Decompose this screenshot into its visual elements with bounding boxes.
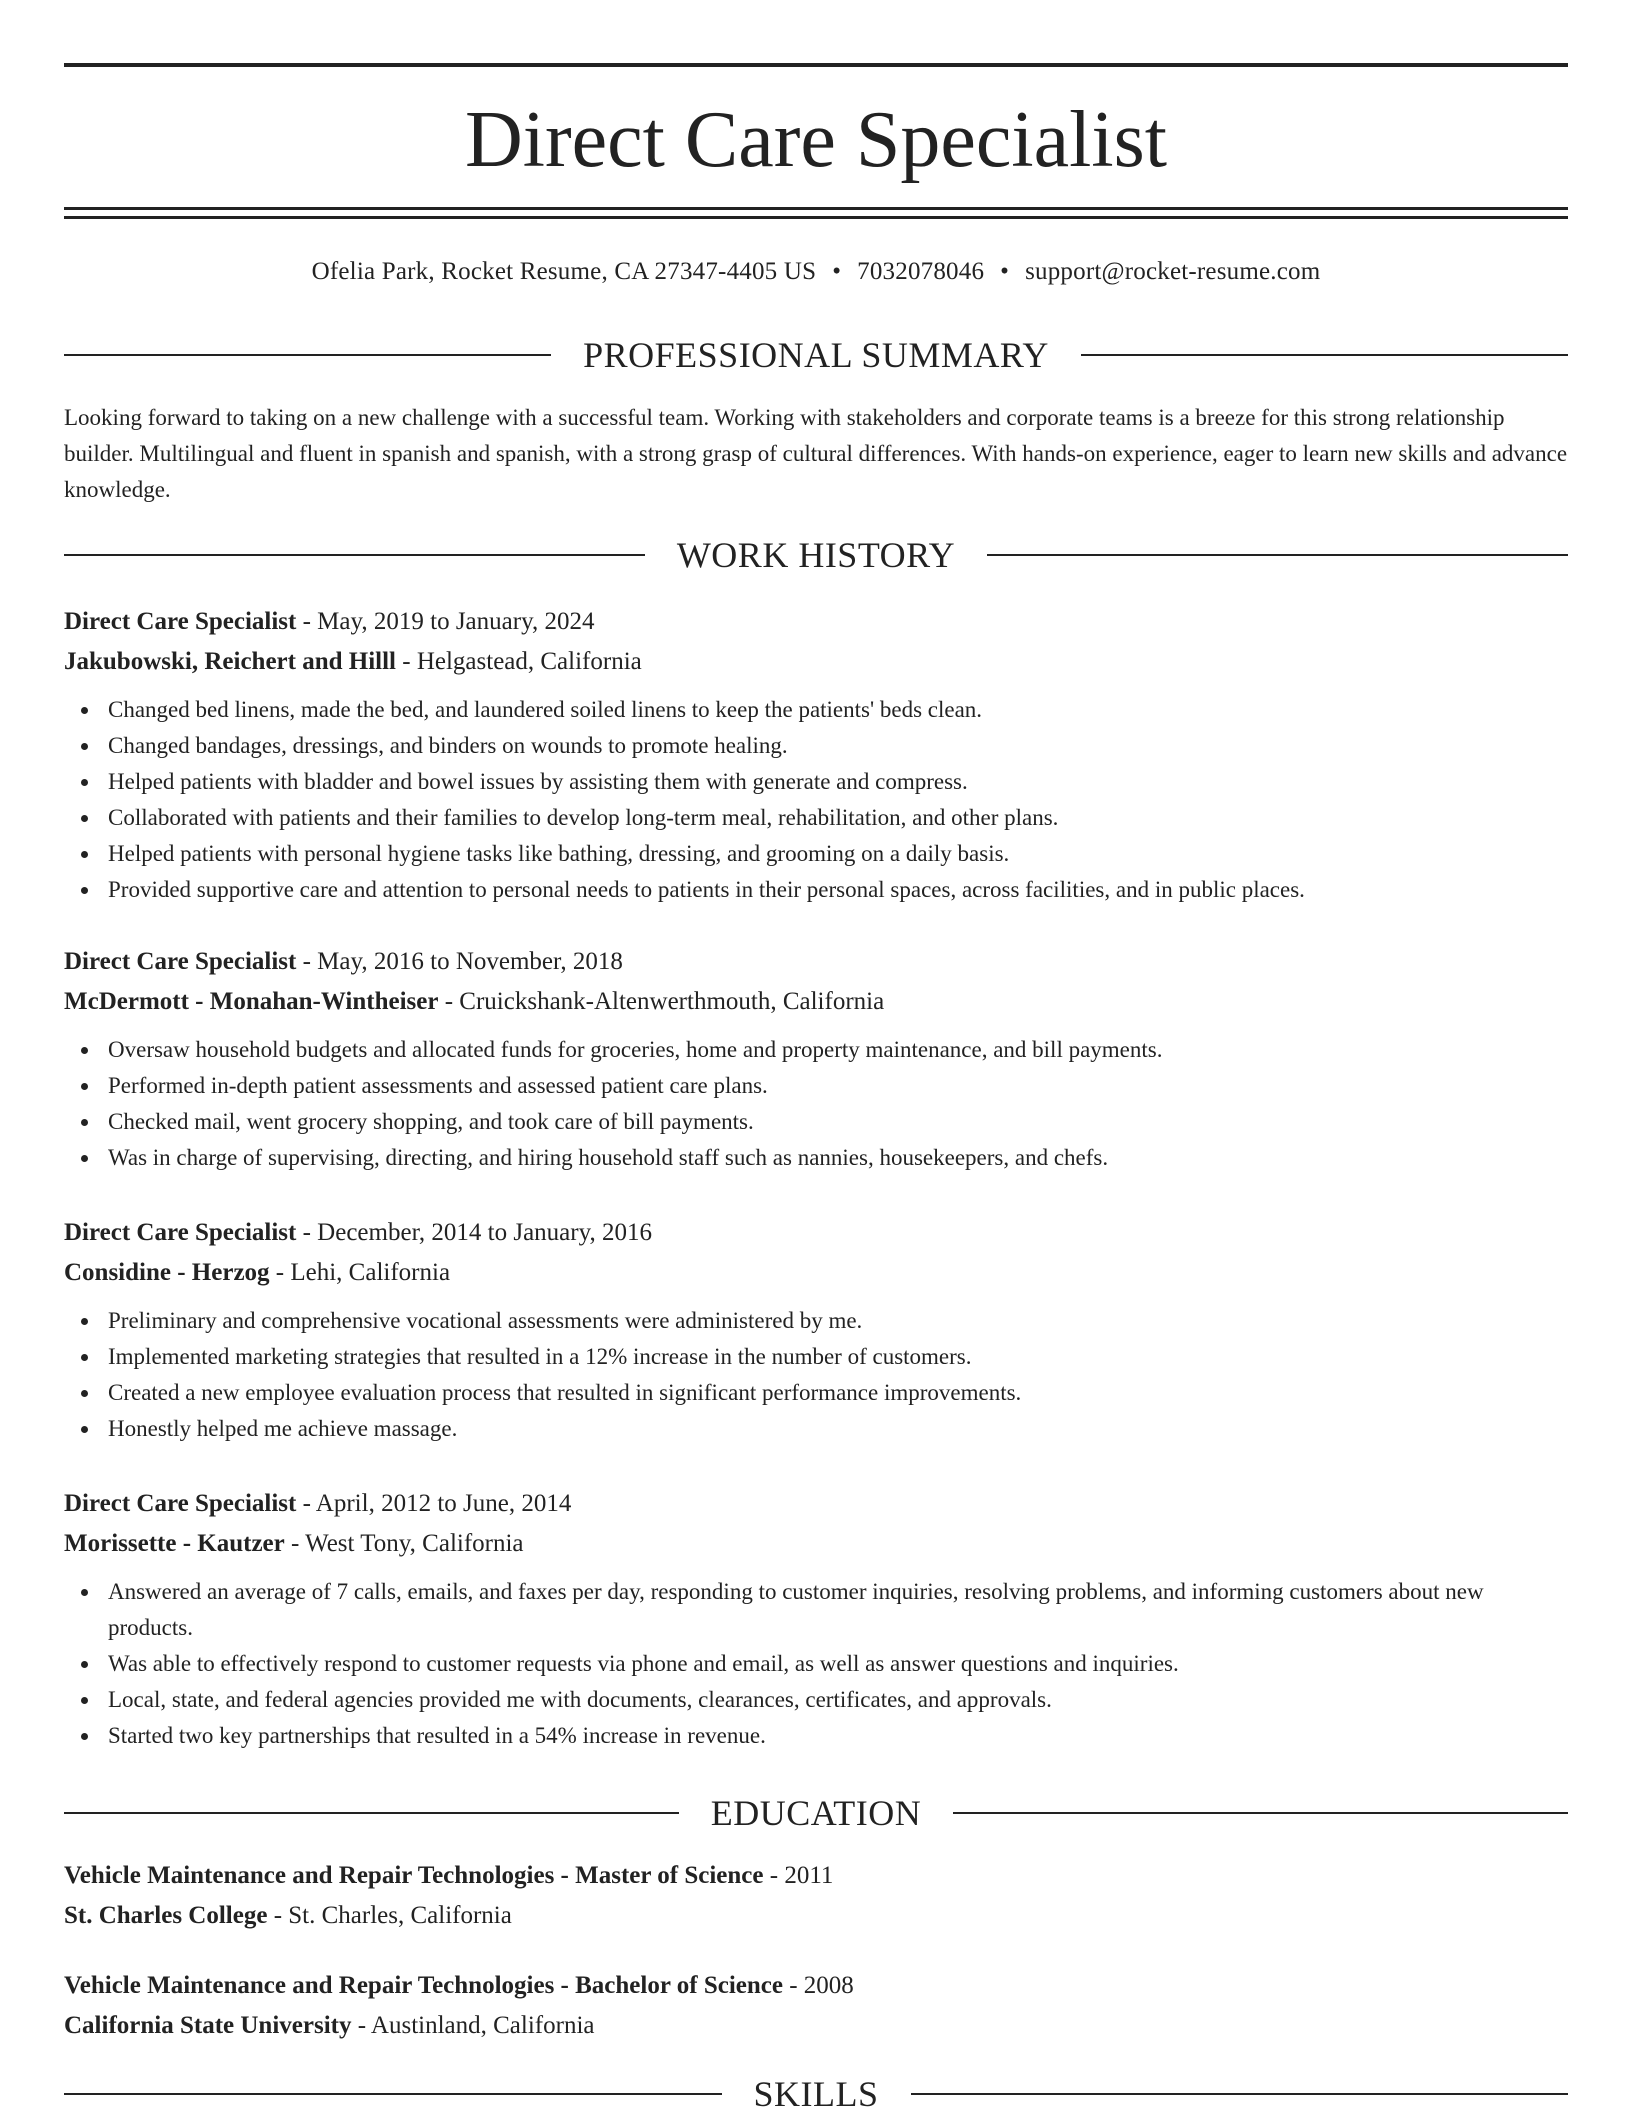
job-bullet: Started two key partnerships that resulted in a 54% increase in revenue. [64,1718,1568,1754]
education-degree-line [64,1856,1568,1896]
job-bullet: Checked mail, went grocery shopping, and took care of bill payments. [64,1104,1568,1140]
job-title-line [64,942,1568,982]
contact-phone: 7032078046 [857,258,985,285]
work-entry [64,942,1568,1176]
education-school: California State University [64,2012,352,2039]
section-heading-work [64,531,1568,579]
section-title-summary: PROFESSIONAL SUMMARY [583,335,1049,375]
education-school-line [64,2006,1568,2046]
job-bullet: Created a new employee evaluation process that resulted in significant performance improvements. [64,1375,1568,1411]
education-entry [64,1856,1568,1936]
section-title-work: WORK HISTORY [676,535,956,575]
job-company-line [64,1524,1568,1564]
education-location: - St. Charles, California [267,1902,512,1929]
job-bullet: Preliminary and comprehensive vocational assessments were administered by me. [64,1303,1568,1339]
job-bullet: Changed bed linens, made the bed, and laundered soiled linens to keep the patients' beds clean. [64,692,1568,728]
heading-rule-right [953,1812,1568,1814]
job-bullets [64,692,1568,908]
heading-rule-left [64,354,551,356]
job-dates: - December, 2014 to January, 2016 [296,1219,652,1246]
education-year: - 2011 [763,1862,834,1889]
contact-separator: • [832,258,842,285]
contact-line [64,252,1568,292]
job-company: Jakubowski, Reichert and Hilll [64,648,396,675]
job-company-line [64,982,1568,1022]
heading-rule-right [911,2093,1569,2095]
job-title: Direct Care Specialist [64,608,297,635]
job-bullets [64,1303,1568,1447]
summary-text: Looking forward to taking on a new challenge with a successful team. Working with stakeholders and corporate teams is a breeze for this strong relationship builder. Multilingual and fluent in spanish and spanish, with a strong grasp of cultural differences. With hands-on experience, eager to learn new skills and advance knowledge. [64,405,1568,502]
education-school-line [64,1896,1568,1936]
job-title: Direct Care Specialist [64,1219,297,1246]
heading-rule-left [64,554,645,556]
section-heading-education [64,1789,1568,1837]
job-bullet: Oversaw household budgets and allocated funds for groceries, home and property maintenance, and bill payments. [64,1032,1568,1068]
job-company: Considine - Herzog [64,1259,270,1286]
job-company-line [64,1253,1568,1293]
job-title: Direct Care Specialist [64,1490,297,1517]
work-entry [64,1484,1568,1754]
job-location: - Lehi, California [269,1259,451,1286]
job-bullet: Was able to effectively respond to customer requests via phone and email, as well as answer questions and inquiries. [64,1646,1568,1682]
job-location: - Helgastead, California [396,648,642,675]
heading-rule-left [64,2093,722,2095]
job-dates: - April, 2012 to June, 2014 [296,1490,572,1517]
job-company: Morissette - Kautzer [64,1530,285,1557]
job-bullet: Was in charge of supervising, directing, and hiring household staff such as nannies, housekeepers, and chefs. [64,1140,1568,1176]
job-bullet: Helped patients with bladder and bowel issues by assisting them with generate and compress. [64,764,1568,800]
job-company: McDermott - Monahan-Wintheiser [64,988,439,1015]
job-title-line [64,602,1568,642]
job-bullet: Honestly helped me achieve massage. [64,1411,1568,1447]
job-bullets [64,1574,1568,1754]
job-bullet: Provided supportive care and attention to personal needs to patients in their personal spaces, across facilities, and in public places. [64,872,1568,908]
work-entry [64,1213,1568,1447]
job-company-line [64,642,1568,682]
heading-rule-left [64,1812,679,1814]
job-bullets [64,1032,1568,1176]
contact-separator: • [1000,258,1010,285]
job-location: - Cruickshank-Altenwerthmouth, California [438,988,885,1015]
heading-rule-right [1081,354,1568,356]
contact-address: Ofelia Park, Rocket Resume, CA 27347-4405 US [311,258,817,285]
job-bullet: Changed bandages, dressings, and binders on wounds to promote healing. [64,728,1568,764]
job-bullet: Helped patients with personal hygiene tasks like bathing, dressing, and grooming on a daily basis. [64,836,1568,872]
job-title-line [64,1213,1568,1253]
heading-rule-right [987,554,1568,556]
job-dates: - May, 2016 to November, 2018 [296,948,623,975]
job-dates: - May, 2019 to January, 2024 [296,608,595,635]
contact-email: support@rocket-resume.com [1025,258,1321,285]
job-bullet: Collaborated with patients and their families to develop long-term meal, rehabilitation, and other plans. [64,800,1568,836]
header-top-rule [64,63,1568,67]
section-title-education: EDUCATION [710,1793,922,1833]
work-entry [64,602,1568,908]
job-title: Direct Care Specialist [64,948,297,975]
section-heading-summary [64,331,1568,379]
job-location: - West Tony, California [284,1530,524,1557]
job-bullet: Implemented marketing strategies that resulted in a 12% increase in the number of customers. [64,1339,1568,1375]
header-double-rule [64,207,1568,219]
education-degree-line [64,1966,1568,2006]
resume-title: Direct Care Specialist [465,96,1167,184]
education-year: - 2008 [782,1972,854,1999]
education-entry [64,1966,1568,2046]
job-bullet: Performed in-depth patient assessments and assessed patient care plans. [64,1068,1568,1104]
section-heading-skills [64,2070,1568,2112]
education-location: - Austinland, California [351,2012,595,2039]
section-title-skills: SKILLS [753,2074,879,2112]
job-bullet: Answered an average of 7 calls, emails, and faxes per day, responding to customer inquiries, resolving problems, and informing customers about new products. [64,1574,1568,1646]
education-degree: Vehicle Maintenance and Repair Technologies - Bachelor of Science [64,1972,783,1999]
job-title-line [64,1484,1568,1524]
education-degree: Vehicle Maintenance and Repair Technologies - Master of Science [64,1862,764,1889]
job-bullet: Local, state, and federal agencies provided me with documents, clearances, certificates, and approvals. [64,1682,1568,1718]
education-school: St. Charles College [64,1902,268,1929]
